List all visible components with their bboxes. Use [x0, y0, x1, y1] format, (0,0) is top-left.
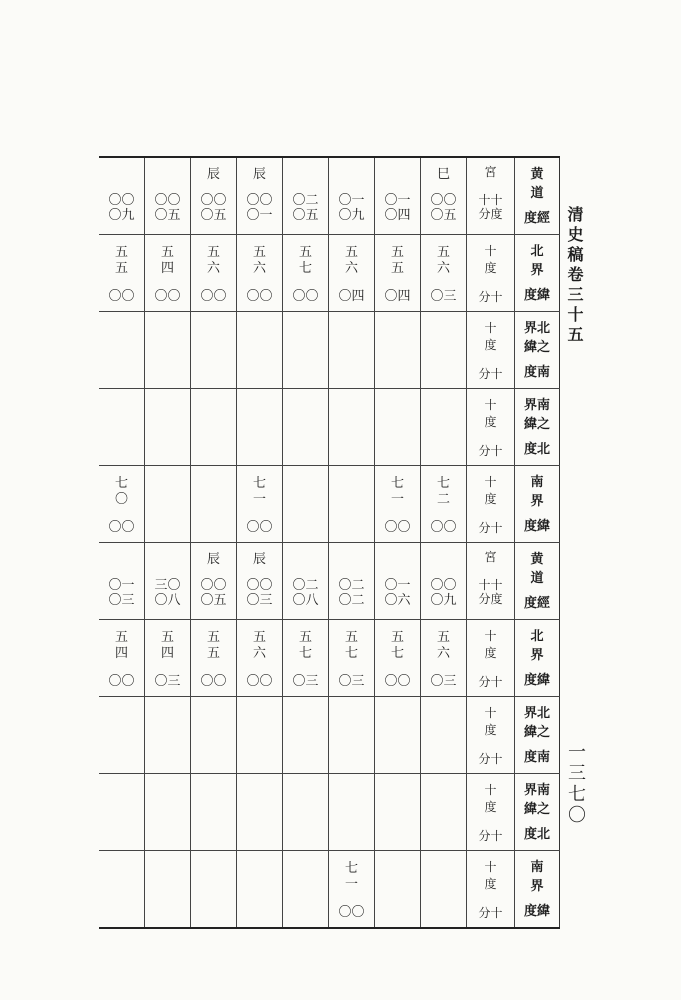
- table-cell: [375, 235, 421, 312]
- table-cell: [237, 697, 283, 774]
- unit-degree: 度: [484, 338, 497, 352]
- table-cell: [421, 157, 467, 235]
- minute-value: 〇〇: [246, 520, 273, 535]
- unit-degree: 度: [484, 800, 497, 814]
- table-cell: [421, 312, 467, 389]
- running-title: 清史稿卷三十五: [565, 206, 584, 346]
- table-cell: [99, 543, 145, 620]
- table-cell: [191, 235, 237, 312]
- minute-value: 〇三: [292, 674, 319, 689]
- table-cell: [283, 697, 329, 774]
- table-row: [99, 235, 560, 312]
- unit-cell: [467, 157, 515, 235]
- degree-value: 五 七: [390, 630, 404, 661]
- unit-degree: 度: [484, 646, 497, 660]
- table-cell: [375, 620, 421, 697]
- degree-value: 五 六: [252, 630, 266, 661]
- row-header-line: 道: [530, 186, 544, 201]
- table-row: [99, 697, 560, 774]
- table-cell: [283, 543, 329, 620]
- row-header-line: 度北: [523, 827, 550, 842]
- row-header-line: 度經: [523, 596, 550, 611]
- row-header-line: 南: [530, 860, 544, 875]
- table-cell: [145, 157, 191, 235]
- unit-cell: [467, 774, 515, 851]
- table-cell: [99, 620, 145, 697]
- table-cell: [237, 620, 283, 697]
- table-cell: [237, 235, 283, 312]
- minute-value: 〇三: [338, 674, 365, 689]
- unit-tens: 十: [484, 783, 497, 797]
- degree-value: 五 七: [344, 630, 358, 661]
- table-cell: [283, 312, 329, 389]
- row-header-line: 度南: [523, 365, 550, 380]
- unit-degree: 度: [484, 261, 497, 275]
- unit-minutes: 分十: [478, 906, 503, 920]
- unit-minutes: 分十: [478, 444, 503, 458]
- unit-tens: 十十: [478, 193, 503, 207]
- minute-value: 〇〇: [108, 289, 135, 304]
- astronomy-table: [99, 156, 560, 929]
- minute-value: 〇〇: [384, 674, 411, 689]
- unit-cell: [467, 620, 515, 697]
- row-header: [515, 157, 560, 235]
- row-header-line: 界北: [523, 706, 550, 721]
- unit-minutes-degrees: 分度: [478, 207, 503, 221]
- unit-tens: 十: [484, 629, 497, 643]
- longitude-value: 三〇 〇八: [154, 578, 181, 608]
- row-header-line: 緯之: [523, 340, 550, 355]
- table-cell: [329, 851, 375, 929]
- longitude-value: 〇〇 〇九: [108, 193, 135, 223]
- table-cell: [191, 312, 237, 389]
- table-cell: [375, 697, 421, 774]
- row-header: [515, 543, 560, 620]
- minute-value: 〇〇: [200, 289, 227, 304]
- degree-value: 五 四: [160, 245, 174, 276]
- unit-cell: [467, 312, 515, 389]
- degree-value: 七 一: [390, 476, 404, 507]
- table-cell: [145, 620, 191, 697]
- table-cell: [283, 389, 329, 466]
- row-header-line: 緯之: [523, 725, 550, 740]
- table-cell: [375, 543, 421, 620]
- table-cell: [237, 157, 283, 235]
- table-cell: [237, 851, 283, 929]
- table-cell: [375, 466, 421, 543]
- minute-value: 〇四: [384, 289, 411, 304]
- table-cell: [191, 543, 237, 620]
- row-header: [515, 774, 560, 851]
- table-cell: [283, 774, 329, 851]
- table-cell: [191, 620, 237, 697]
- row-header-line: 黄: [530, 167, 544, 182]
- minute-value: 〇〇: [338, 905, 365, 920]
- degree-value: 五 七: [298, 245, 312, 276]
- table-row: [99, 543, 560, 620]
- degree-value: 五 五: [206, 630, 220, 661]
- unit-minutes-degrees: 分度: [478, 592, 503, 606]
- table-cell: [99, 774, 145, 851]
- row-header: [515, 620, 560, 697]
- table-cell: [329, 157, 375, 235]
- table-cell: [329, 543, 375, 620]
- unit-minutes: 分十: [478, 290, 503, 304]
- row-header-line: 北: [530, 244, 544, 259]
- longitude-value: 〇一 〇四: [384, 193, 411, 223]
- table-cell: [145, 389, 191, 466]
- table-cell: [283, 620, 329, 697]
- table-cell: [375, 389, 421, 466]
- minute-value: 〇〇: [430, 520, 457, 535]
- table-cell: [421, 774, 467, 851]
- palace-label: 巳: [436, 167, 450, 182]
- row-header-line: 南: [530, 475, 544, 490]
- longitude-value: 〇一 〇三: [108, 578, 135, 608]
- degree-value: 五 六: [252, 245, 266, 276]
- table-body: [99, 157, 560, 928]
- unit-minutes: 分十: [478, 675, 503, 689]
- unit-degree: 度: [484, 492, 497, 506]
- row-header-line: 界北: [523, 321, 550, 336]
- longitude-value: 〇〇 〇一: [246, 193, 273, 223]
- table-cell: [145, 543, 191, 620]
- row-header-line: 道: [530, 571, 544, 586]
- longitude-value: 〇〇 〇九: [430, 578, 457, 608]
- unit-cell: [467, 389, 515, 466]
- minute-value: 〇〇: [108, 520, 135, 535]
- longitude-value: 〇〇 〇五: [154, 193, 181, 223]
- longitude-value: 〇一 〇六: [384, 578, 411, 608]
- row-header-line: 度經: [523, 211, 550, 226]
- row-header-line: 黄: [530, 552, 544, 567]
- unit-tens: 十十: [478, 578, 503, 592]
- row-header-line: 界: [530, 494, 544, 509]
- table-cell: [237, 312, 283, 389]
- table-cell: [191, 157, 237, 235]
- table-cell: [421, 851, 467, 929]
- table-row: [99, 389, 560, 466]
- table-cell: [329, 389, 375, 466]
- table-cell: [99, 697, 145, 774]
- table-cell: [329, 235, 375, 312]
- row-header-line: 北: [530, 629, 544, 644]
- table-cell: [191, 466, 237, 543]
- row-header: [515, 389, 560, 466]
- table-cell: [237, 389, 283, 466]
- degree-value: 五 六: [206, 245, 220, 276]
- row-header-line: 度緯: [523, 904, 550, 919]
- table-cell: [329, 312, 375, 389]
- minute-value: 〇〇: [200, 674, 227, 689]
- minute-value: 〇三: [430, 674, 457, 689]
- table-row: [99, 851, 560, 929]
- table-cell: [99, 157, 145, 235]
- table-cell: [145, 312, 191, 389]
- table-cell: [421, 543, 467, 620]
- table-row: [99, 312, 560, 389]
- table-cell: [145, 235, 191, 312]
- table-cell: [375, 312, 421, 389]
- minute-value: 〇三: [430, 289, 457, 304]
- table-cell: [237, 774, 283, 851]
- unit-tens: 十: [484, 706, 497, 720]
- table-cell: [191, 851, 237, 929]
- table-cell: [99, 851, 145, 929]
- unit-degree: 度: [484, 415, 497, 429]
- table-cell: [283, 157, 329, 235]
- minute-value: 〇三: [154, 674, 181, 689]
- table-row: [99, 157, 560, 235]
- row-header-line: 度北: [523, 442, 550, 457]
- unit-cell: [467, 543, 515, 620]
- unit-palace: 宮: [484, 165, 497, 179]
- longitude-value: 〇〇 〇五: [200, 193, 227, 223]
- row-header: [515, 851, 560, 929]
- degree-value: 五 五: [390, 245, 404, 276]
- table-cell: [283, 466, 329, 543]
- row-header-line: 度緯: [523, 673, 550, 688]
- unit-tens: 十: [484, 398, 497, 412]
- palace-label: 辰: [206, 167, 220, 182]
- table-row: [99, 774, 560, 851]
- longitude-value: 〇〇 〇五: [430, 193, 457, 223]
- degree-value: 七 一: [252, 476, 266, 507]
- longitude-value: 〇〇 〇三: [246, 578, 273, 608]
- degree-value: 七 一: [344, 861, 358, 892]
- unit-minutes: 分十: [478, 367, 503, 381]
- unit-degree: 度: [484, 723, 497, 737]
- table-cell: [191, 774, 237, 851]
- minute-value: 〇四: [338, 289, 365, 304]
- table-cell: [237, 466, 283, 543]
- unit-tens: 十: [484, 860, 497, 874]
- table-cell: [99, 389, 145, 466]
- table-cell: [237, 543, 283, 620]
- table-row: [99, 620, 560, 697]
- table-cell: [375, 157, 421, 235]
- table-cell: [145, 774, 191, 851]
- degree-value: 五 五: [114, 245, 128, 276]
- row-header: [515, 235, 560, 312]
- row-header: [515, 312, 560, 389]
- table-cell: [99, 466, 145, 543]
- table-cell: [329, 620, 375, 697]
- unit-cell: [467, 851, 515, 929]
- table-cell: [145, 851, 191, 929]
- degree-value: 五 六: [436, 630, 450, 661]
- minute-value: 〇〇: [246, 289, 273, 304]
- table-cell: [375, 774, 421, 851]
- row-header: [515, 466, 560, 543]
- table-cell: [421, 620, 467, 697]
- unit-minutes: 分十: [478, 521, 503, 535]
- minute-value: 〇〇: [292, 289, 319, 304]
- unit-minutes: 分十: [478, 829, 503, 843]
- page-number: 一三七〇: [565, 742, 586, 826]
- unit-tens: 十: [484, 321, 497, 335]
- unit-degree: 度: [484, 877, 497, 891]
- unit-tens: 十: [484, 475, 497, 489]
- row-header-line: 度南: [523, 750, 550, 765]
- longitude-value: 〇二 〇五: [292, 193, 319, 223]
- table-cell: [283, 851, 329, 929]
- row-header: [515, 697, 560, 774]
- degree-value: 五 六: [344, 245, 358, 276]
- palace-label: 辰: [252, 167, 266, 182]
- table-cell: [375, 851, 421, 929]
- degree-value: 五 四: [160, 630, 174, 661]
- table-cell: [145, 466, 191, 543]
- table-cell: [329, 466, 375, 543]
- row-header-line: 界南: [523, 398, 550, 413]
- row-header-line: 界: [530, 879, 544, 894]
- degree-value: 七 〇: [114, 476, 128, 507]
- unit-tens: 十: [484, 244, 497, 258]
- unit-palace: 宮: [484, 550, 497, 564]
- table-cell: [283, 235, 329, 312]
- table-row: [99, 466, 560, 543]
- palace-label: 辰: [252, 552, 266, 567]
- table-cell: [99, 312, 145, 389]
- degree-value: 五 六: [436, 245, 450, 276]
- table-cell: [329, 774, 375, 851]
- table-cell: [421, 389, 467, 466]
- table-cell: [191, 389, 237, 466]
- minute-value: 〇〇: [246, 674, 273, 689]
- palace-label: 辰: [206, 552, 220, 567]
- table-cell: [421, 466, 467, 543]
- table-cell: [421, 697, 467, 774]
- unit-minutes: 分十: [478, 752, 503, 766]
- degree-value: 七 二: [436, 476, 450, 507]
- degree-value: 五 四: [114, 630, 128, 661]
- degree-value: 五 七: [298, 630, 312, 661]
- row-header-line: 緯之: [523, 802, 550, 817]
- row-header-line: 界: [530, 263, 544, 278]
- longitude-value: 〇二 〇八: [292, 578, 319, 608]
- row-header-line: 緯之: [523, 417, 550, 432]
- table-cell: [145, 697, 191, 774]
- row-header-line: 界南: [523, 783, 550, 798]
- table-cell: [191, 697, 237, 774]
- row-header-line: 界: [530, 648, 544, 663]
- unit-cell: [467, 466, 515, 543]
- unit-cell: [467, 235, 515, 312]
- row-header-line: 度緯: [523, 288, 550, 303]
- table-cell: [421, 235, 467, 312]
- minute-value: 〇〇: [384, 520, 411, 535]
- longitude-value: 〇〇 〇五: [200, 578, 227, 608]
- minute-value: 〇〇: [154, 289, 181, 304]
- row-header-line: 度緯: [523, 519, 550, 534]
- minute-value: 〇〇: [108, 674, 135, 689]
- longitude-value: 〇二 〇二: [338, 578, 365, 608]
- longitude-value: 〇一 〇九: [338, 193, 365, 223]
- table-cell: [329, 697, 375, 774]
- unit-cell: [467, 697, 515, 774]
- table-cell: [99, 235, 145, 312]
